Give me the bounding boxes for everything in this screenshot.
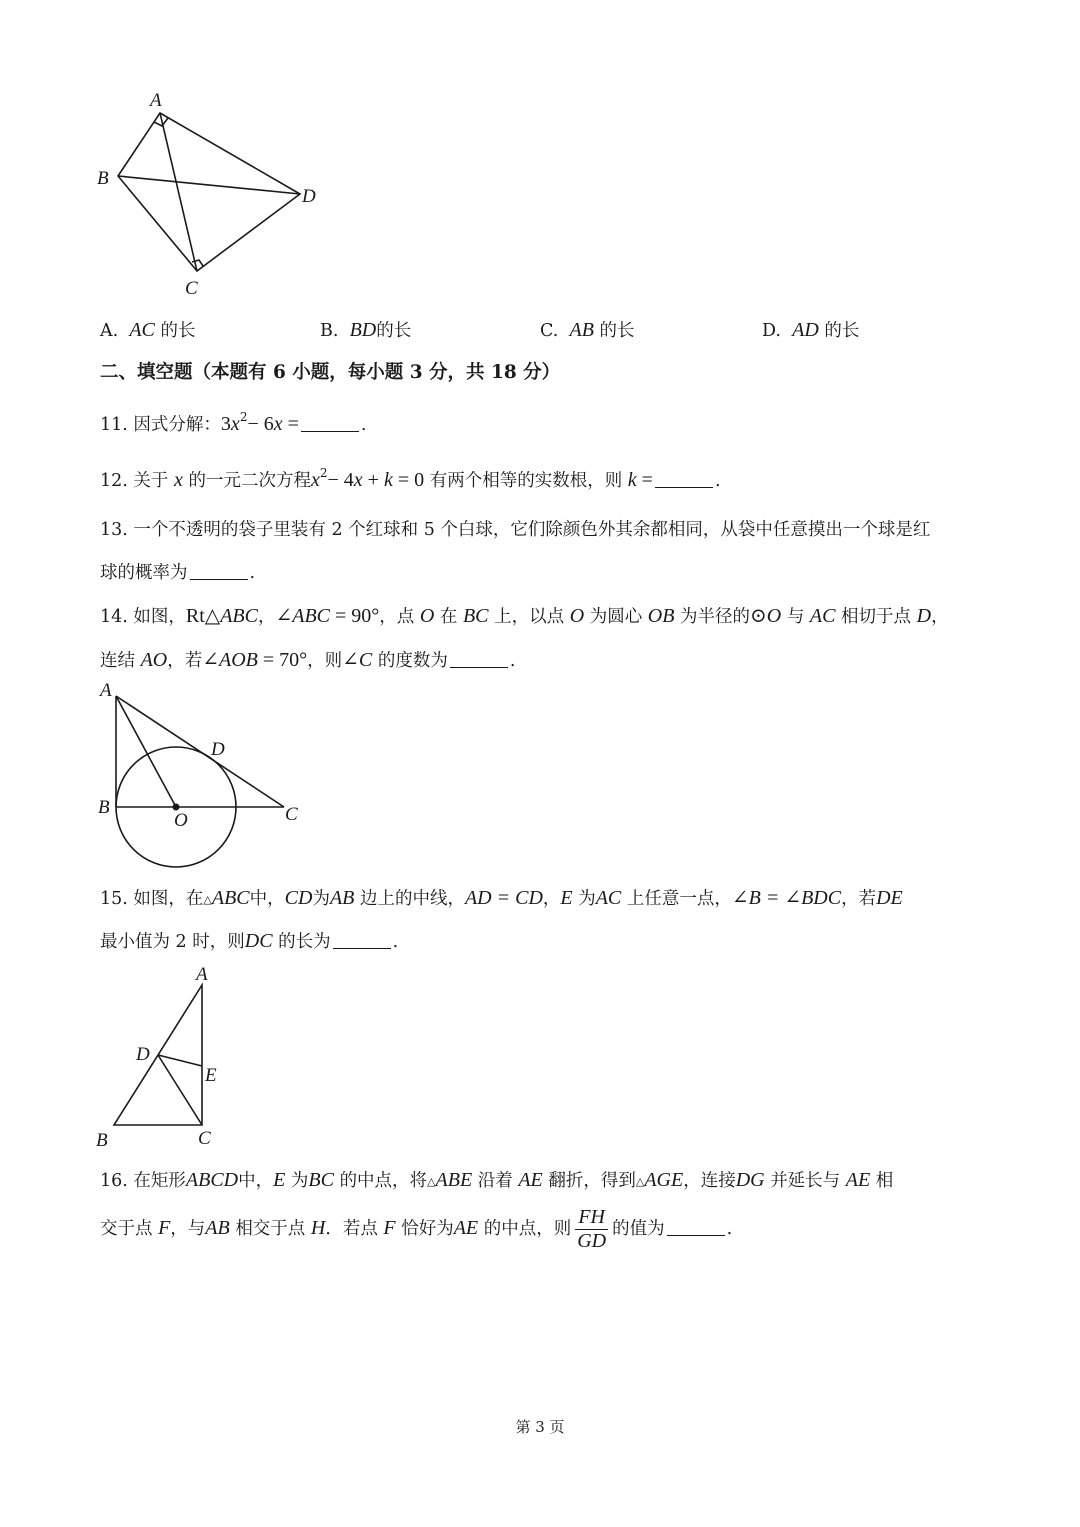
label-c: C bbox=[285, 804, 298, 825]
label-b: B bbox=[97, 168, 109, 189]
q10-option-c: C. AB 的长 bbox=[540, 319, 635, 341]
question-15-line1: 15. 如图，在△ABC中，CD为AB 边上的中线，AD = CD，E 为AC 上任意一点，∠B = ∠BDC，若DE bbox=[100, 887, 903, 909]
question-12: 12. 关于 x 的一元二次方程$x^2- 4x + k = 0$ 有两个相等的实数根，则 k = . bbox=[100, 466, 721, 491]
figure-q15-triangle bbox=[92, 958, 242, 1158]
label-b: B bbox=[96, 1130, 108, 1151]
label-c: C bbox=[198, 1128, 211, 1149]
segment-cd bbox=[158, 1055, 202, 1125]
figure-q14-triangle-circle bbox=[92, 678, 322, 873]
segment-ao bbox=[116, 696, 176, 807]
question-13-line1: 13. 一个不透明的袋子里装有 2 个红球和 5 个白球，它们除颜色外其余都相同，从袋中任意摸出一个球是红 bbox=[100, 520, 931, 540]
figure-q10-quadrilateral bbox=[90, 88, 340, 303]
label-c: C bbox=[185, 278, 198, 299]
right-angle-mark-c bbox=[192, 260, 203, 266]
q10-option-d: D. AD 的长 bbox=[762, 319, 860, 341]
label-a: A bbox=[150, 90, 162, 111]
page-number: 第 3 页 bbox=[515, 1418, 565, 1436]
question-13-line2: 球的概率为 . bbox=[100, 563, 256, 583]
label-e: E bbox=[205, 1065, 217, 1086]
answer-blank bbox=[333, 947, 391, 949]
q10-option-a: A. AC 的长 bbox=[100, 319, 196, 341]
question-14-line2: 连结 AO，若∠AOB = 70°，则∠C 的度数为 . bbox=[100, 649, 516, 671]
fraction-fh-over-gd: $\frac{FH}{GD}$ bbox=[577, 1206, 607, 1252]
answer-blank bbox=[655, 486, 713, 488]
question-14-line1: 14. 如图，Rt△ABC，∠ABC = 90°，点 O 在 BC 上，以点 O 为圆心 OB 为半径的⊙O 与 AC 相切于点 D， bbox=[100, 605, 949, 627]
question-16-line1: 16. 在矩形ABCD中，E 为BC 的中点，将△ABE 沿着 AE 翻折，得到△AGE，连接DG 并延长与 AE 相 bbox=[100, 1169, 894, 1191]
answer-blank bbox=[450, 666, 508, 668]
label-o: O bbox=[174, 810, 188, 831]
label-a: A bbox=[100, 680, 112, 701]
label-a: A bbox=[196, 964, 208, 985]
label-d: D bbox=[136, 1044, 150, 1065]
answer-blank bbox=[667, 1234, 725, 1236]
question-11: 11. 因式分解：$3x^2- 6x$ = . bbox=[100, 410, 367, 435]
answer-blank bbox=[301, 430, 359, 432]
q10-option-b: B. BD的长 bbox=[320, 319, 412, 341]
label-d: D bbox=[211, 739, 225, 760]
diagonal-ac bbox=[160, 113, 197, 271]
question-16-line2: 交于点 F，与AB 相交于点 H．若点 F 恰好为AE 的中点，则 $\frac{FH}{GD}$ 的值为 . bbox=[100, 1206, 733, 1252]
answer-blank bbox=[190, 578, 248, 580]
label-d: D bbox=[302, 186, 316, 207]
question-15-line2: 最小值为 2 时，则DC 的长为 . bbox=[100, 930, 399, 952]
label-b: B bbox=[98, 797, 110, 818]
section-heading-fill-in: 二、填空题（本题有 6 小题，每小题 3 分，共 18 分） bbox=[100, 362, 561, 383]
